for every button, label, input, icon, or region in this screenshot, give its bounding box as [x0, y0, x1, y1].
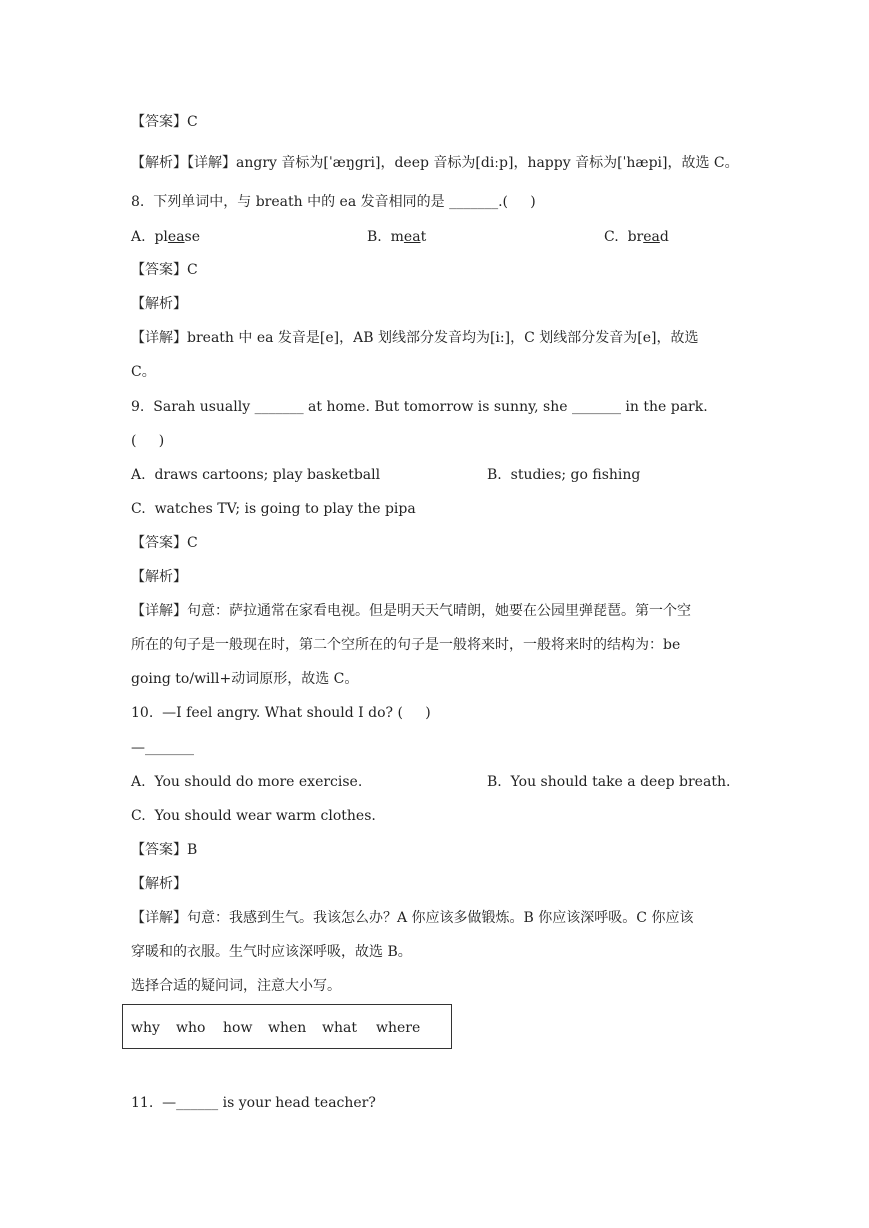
q9-detail-line-1: 【详解】句意：萨拉通常在家看电视。但是明天天气晴朗，她要在公园里弹琵琶。第一个空 — [131, 603, 691, 619]
q11-stem: 11. —______ is your head teacher? — [131, 1095, 376, 1111]
q10-stem: 10. —I feel angry. What should I do? ( ) — [131, 705, 431, 721]
q10-option-c: C. You should wear warm clothes. — [131, 808, 376, 824]
q10-reply: —_______ — [131, 740, 194, 756]
q9-detail-line-3: going to/will+动词原形，故选 C。 — [131, 671, 359, 687]
q10-option-b: B. You should take a deep breath. — [487, 774, 731, 790]
q8-answer: 【答案】C — [131, 262, 198, 278]
q9-stem: 9. Sarah usually _______ at home. But tomorrow is sunny, she _______ in the park. — [131, 399, 708, 415]
q10-detail-line-1: 【详解】句意：我感到生气。我该怎么办？A 你应该多做锻炼。B 你应该深呼吸。C 你应该 — [131, 910, 694, 926]
word-bank-item: why — [131, 1020, 160, 1036]
q9-option-c: C. watches TV; is going to play the pipa — [131, 501, 416, 517]
q7-answer: 【答案】C — [131, 114, 198, 130]
q8-analysis-label: 【解析】 — [131, 296, 187, 312]
section-instruction: 选择合适的疑问词，注意大小写。 — [131, 978, 341, 994]
q9-paren: ( ) — [131, 433, 165, 449]
q8-detail-line-1: 【详解】breath 中 ea 发音是[e]，AB 划线部分发音均为[i:]，C 划线部分发音为[e]，故选 — [131, 330, 699, 346]
q8-option-b: B. meat — [367, 229, 427, 245]
q9-option-a: A. draws cartoons; play basketball — [131, 467, 381, 483]
q9-answer: 【答案】C — [131, 535, 198, 551]
q8-option-c: C. bread — [604, 229, 669, 245]
q8-option-a: A. please — [131, 229, 201, 245]
q8-detail-line-2: C。 — [131, 364, 156, 380]
word-bank-item: how — [223, 1020, 253, 1036]
q7-analysis: 【解析】【详解】angry 音标为[ˈæŋgri]，deep 音标为[diːp]，happy 音标为[ˈhæpi]，故选 C。 — [131, 155, 739, 171]
q10-answer: 【答案】B — [131, 842, 198, 858]
q10-detail-line-2: 穿暖和的衣服。生气时应该深呼吸，故选 B。 — [131, 944, 412, 960]
q9-option-b: B. studies; go fishing — [487, 467, 641, 483]
q9-analysis-label: 【解析】 — [131, 569, 187, 585]
word-bank-item: what — [322, 1020, 357, 1036]
q8-stem: 8. 下列单词中，与 breath 中的 ea 发音相同的是 _______.( ) — [131, 194, 536, 210]
word-bank-item: who — [176, 1020, 206, 1036]
q10-option-a: A. You should do more exercise. — [131, 774, 363, 790]
word-bank-box — [122, 1004, 452, 1049]
word-bank-item: where — [376, 1020, 421, 1036]
word-bank-item: when — [268, 1020, 307, 1036]
q10-analysis-label: 【解析】 — [131, 876, 187, 892]
q9-detail-line-2: 所在的句子是一般现在时，第二个空所在的句子是一般将来时，一般将来时的结构为：be — [131, 637, 681, 653]
